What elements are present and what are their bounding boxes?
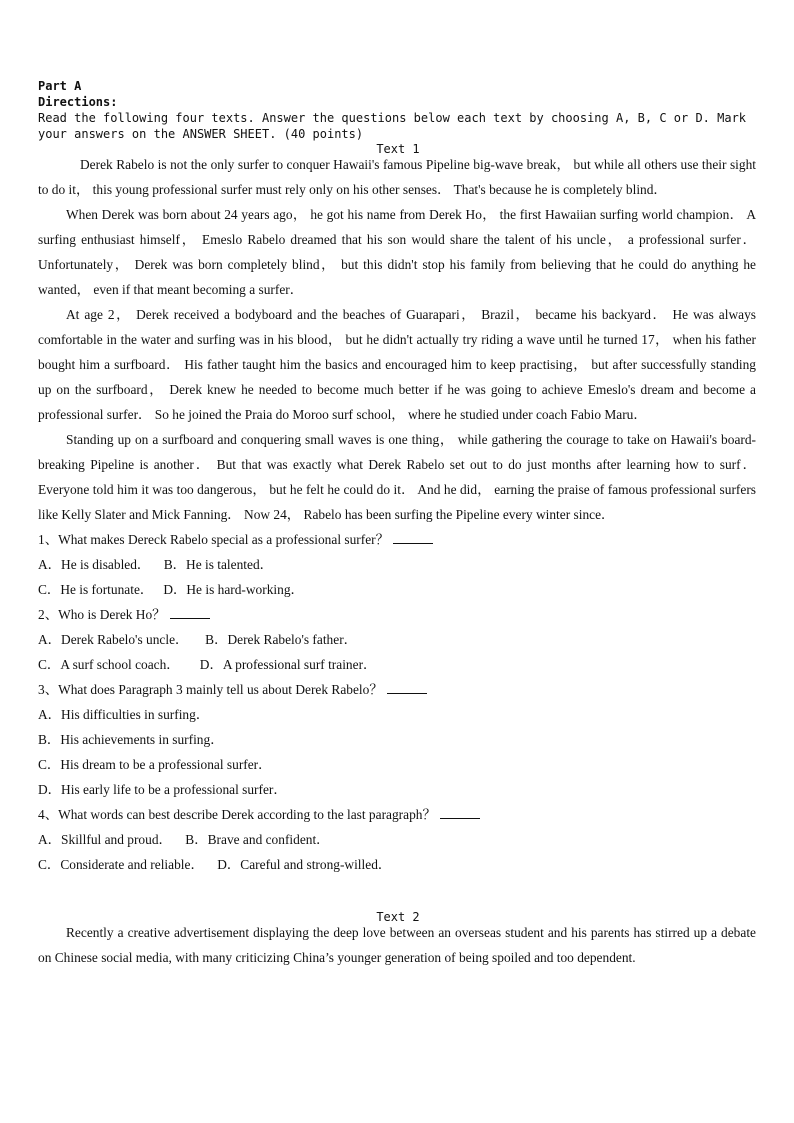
question-4-options-line-2: C．Considerate and reliable． D．Careful and strong-willed． [38, 857, 392, 872]
question-4-stem: 4、What words can best describe Derek according to the last paragraph？ [38, 807, 436, 822]
question-4 [38, 802, 756, 877]
directions-text-line-1: Read the following four texts. Answer the questions below each text by choosing A, B, C or D. Mark [38, 111, 747, 125]
text-1-title: Text 1 [376, 142, 420, 156]
question-2 [38, 602, 756, 677]
question-3-option-d: D．His early life to be a professional surfer． [38, 782, 287, 797]
question-1-options-line-1: A．He is disabled． B．He is talented． [38, 557, 274, 572]
question-3 [38, 677, 756, 802]
question-1-stem: 1、What makes Dereck Rabelo special as a professional surfer？ [38, 532, 390, 547]
question-2-stem: 2、Who is Derek Ho？ [38, 607, 166, 622]
exam-header [38, 78, 758, 142]
text-1-paragraph-1: Derek Rabelo is not the only surfer to conquer Hawaii's famous Pipeline big-wave break， but while all others use their sight to do it， this young professional surfer must rely only on his other senses． That's because he is completely blind． [38, 157, 756, 197]
text-2-body [38, 920, 756, 970]
answer-blank [387, 679, 427, 694]
question-3-option-c: C．His dream to be a professional surfer． [38, 757, 272, 772]
text-1-paragraph-3: At age 2， Derek received a bodyboard and the beaches of Guarapari， Brazil， became his backyard． He was always comfortable in the water and surfing was in his blood， but he didn't actually try riding a wave until he turned 17， when his father bought him a surfboard． His father taught him the basics and encouraged him to keep practising， but after successfully standing up on the surfboard， Derek knew he needed to become much better if he was going to achieve Emeslo's dream and become a professional surfer． So he joined the Praia do Moroo surf school， where he studied under coach Fabio Maru． [38, 307, 756, 422]
question-3-option-a: A．His difficulties in surfing． [38, 707, 210, 722]
directions-label: Directions: [38, 95, 118, 109]
text-2-paragraph-1: Recently a creative advertisement displaying the deep love between an overseas student and his parents has stirred up a debate on Chinese social media, with many criticizing China’s younger generation of being spoiled and too dependent. [38, 925, 756, 965]
question-1 [38, 527, 756, 602]
question-2-options-line-2: C．A surf school coach． D．A professional surf trainer． [38, 657, 377, 672]
answer-blank [393, 529, 433, 544]
text-2-title: Text 2 [376, 910, 420, 924]
answer-blank [170, 604, 210, 619]
question-3-stem: 3、What does Paragraph 3 mainly tell us about Derek Rabelo？ [38, 682, 383, 697]
text-1-body [38, 152, 756, 877]
question-1-options-line-2: C．He is fortunate． D．He is hard-working． [38, 582, 304, 597]
answer-blank [440, 804, 480, 819]
part-heading: Part A [38, 79, 82, 93]
question-3-option-b: B．His achievements in surfing． [38, 732, 224, 747]
text-1-paragraph-2: When Derek was born about 24 years ago， he got his name from Derek Ho， the first Hawaiian surfing world champion． A surfing enthusiast himself， Emeslo Rabelo dreamed that his son would share the talent of his uncle， a professional surfer． Unfortunately， Derek was born completely blind， but this didn't stop his family from believing that he could do anything he wanted， even if that meant becoming a surfer． [38, 207, 756, 297]
directions-text-line-2: your answers on the ANSWER SHEET. (40 points) [38, 127, 364, 141]
question-4-options-line-1: A．Skillful and proud． B．Brave and confident． [38, 832, 330, 847]
question-2-options-line-1: A．Derek Rabelo's uncle． B．Derek Rabelo's father． [38, 632, 358, 647]
text-1-paragraph-4: Standing up on a surfboard and conquering small waves is one thing， while gathering the courage to take on Hawaii's board-breaking Pipeline is another． But that was exactly what Derek Rabelo set out to do just months after learning how to surf． Everyone told him it was too dangerous， but he felt he could do it． And he did， earning the praise of famous professional surfers like Kelly Slater and Mick Fanning． Now 24， Rabelo has been surfing the Pipeline every winter since． [38, 432, 756, 522]
